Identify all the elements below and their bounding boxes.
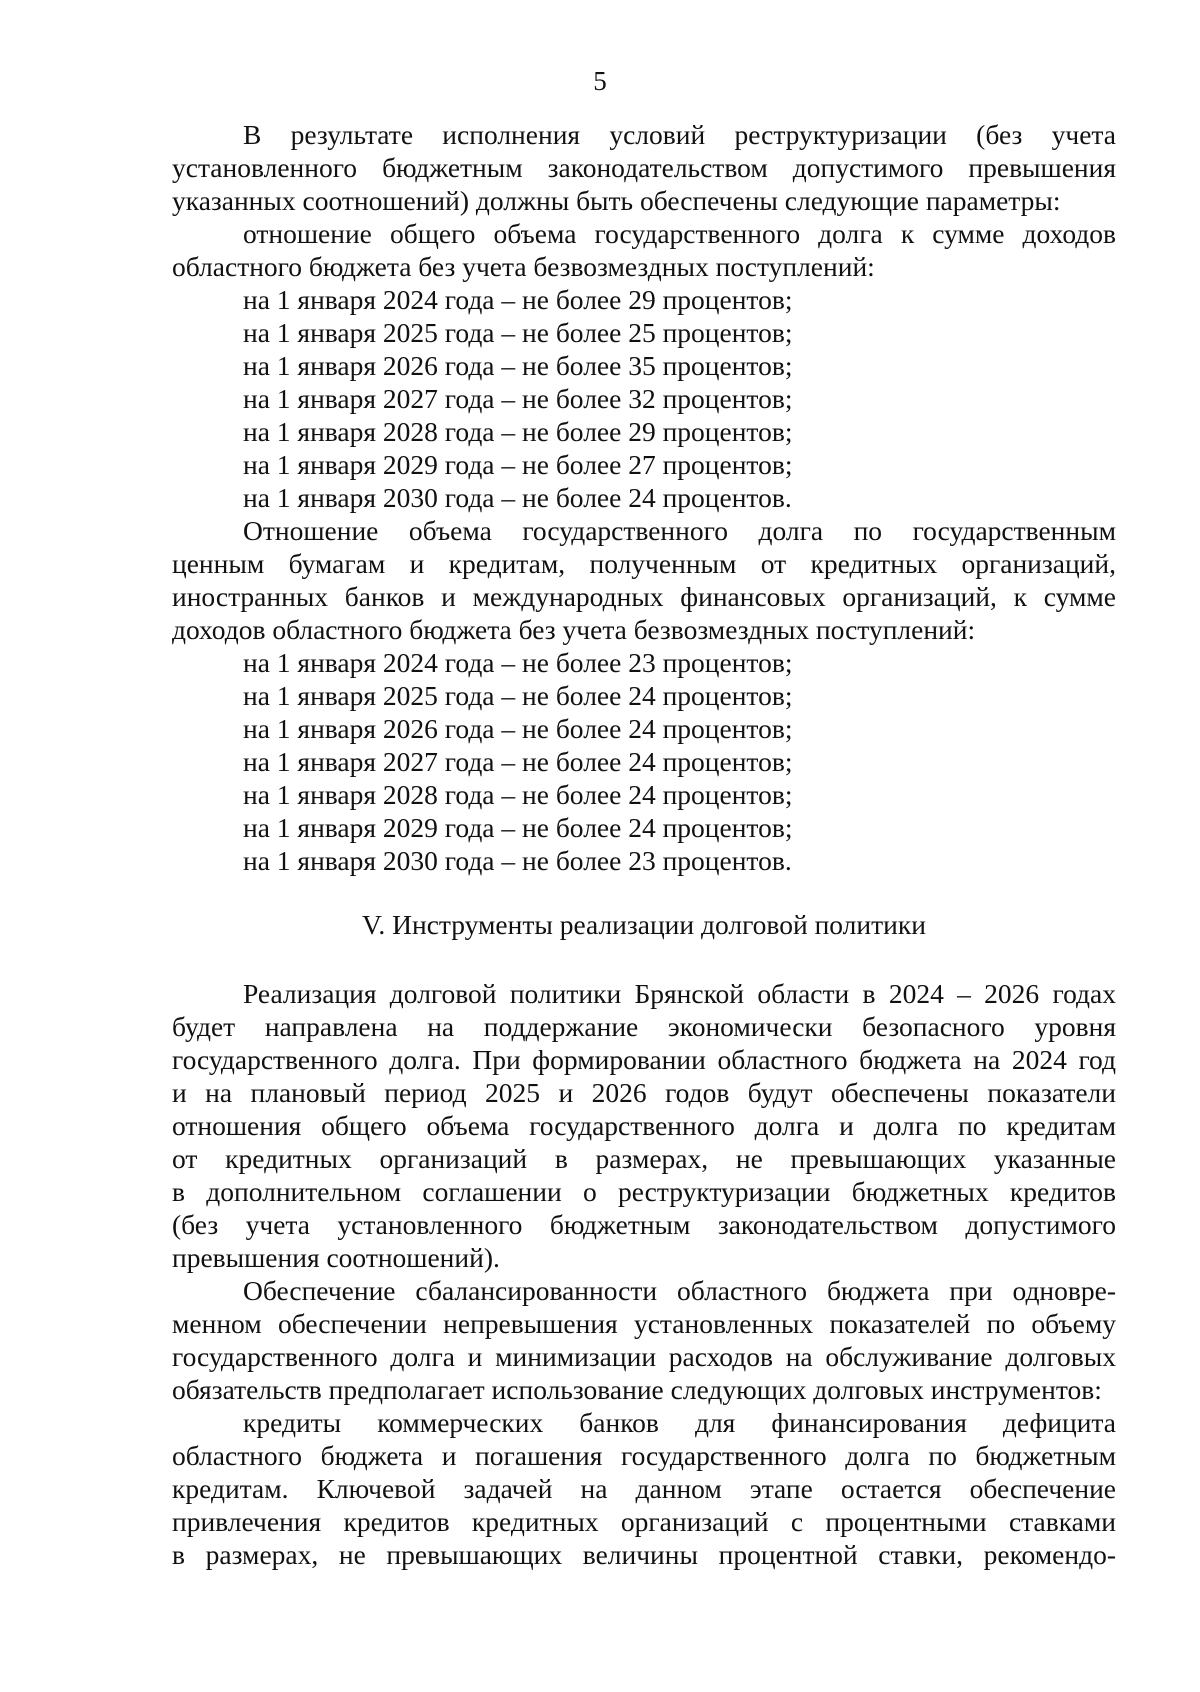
list-item: на 1 января 2027 года – не более 24 процентов; [243,746,793,777]
text-line: привлечения кредитов кредитных организаций с процентными ставками [172,1506,1116,1537]
text-line: областного бюджета без учета безвозмездных поступлений: [172,251,875,282]
text-line: кредиты коммерческих банков для финансирования дефицита [243,1407,1116,1438]
text-line: отношения общего объема государственного долга и долга по кредитам [172,1110,1116,1141]
debt-ratio-list-1 [172,283,1116,514]
list-item: на 1 января 2028 года – не более 29 процентов; [243,416,793,447]
text-line: Обеспечение сбалансированности областного бюджета при одновре- [243,1275,1116,1306]
text-line: (без учета установленного бюджетным законодательством допустимого [172,1209,1116,1240]
section-heading-block [172,908,1116,941]
text-line: государственного долга и минимизации расходов на обслуживание долговых [172,1341,1116,1372]
text-line: отношение общего объема государственного долга к сумме доходов [243,218,1116,249]
list-item: на 1 января 2029 года – не более 24 процентов; [243,812,793,843]
text-line: менном обеспечении непревышения установленных показателей по объему [172,1308,1116,1339]
text-line: от кредитных организаций в размерах, не превышающих указанные [172,1143,1116,1174]
text-line: государственного долга. При формировании областного бюджета на 2024 год [172,1044,1116,1075]
list-item: на 1 января 2027 года – не более 32 процентов; [243,383,793,414]
text-line: ценным бумагам и кредитам, полученным от кредитных организаций, [172,548,1116,579]
text-line: установленного бюджетным законодательством допустимого превышения [172,152,1116,183]
list-item: на 1 января 2025 года – не более 24 процентов; [243,680,793,711]
text-line: превышения соотношений). [172,1242,500,1273]
text-line: и на плановый период 2025 и 2026 годов будут обеспечены показатели [172,1077,1116,1108]
text-line: будет направлена на поддержание экономически безопасного уровня [172,1011,1116,1042]
list-item: на 1 января 2030 года – не более 24 процентов. [243,482,792,513]
section-paragraph-3 [172,1406,1116,1571]
list-item: на 1 января 2026 года – не более 35 процентов; [243,350,793,381]
text-line: в размерах, не превышающих величины процентной ставки, рекомендо- [172,1539,1116,1570]
text-line: указанных соотношений) должны быть обеспечены следующие параметры: [172,185,1061,216]
text-line: доходов областного бюджета без учета безвозмездных поступлений: [172,614,976,645]
page-number: 5 [593,66,607,96]
section-paragraph-2 [172,1274,1116,1406]
list-item: на 1 января 2029 года – не более 27 процентов; [243,449,793,480]
text-line: иностранных банков и международных финансовых организаций, к сумме [172,581,1116,612]
text-line: в дополнительном соглашении о реструктуризации бюджетных кредитов [172,1176,1116,1207]
list-item: на 1 января 2028 года – не более 24 процентов; [243,779,793,810]
section-heading: V. Инструменты реализации долговой политики [362,909,926,940]
text-line: областного бюджета и погашения государственного долга по бюджетным [172,1440,1116,1471]
section-paragraph-1 [172,977,1116,1274]
ratio-2-paragraph [172,514,1116,646]
text-line: кредитам. Ключевой задачей на данном этапе остается обеспечение [172,1473,1116,1504]
list-item: на 1 января 2025 года – не более 25 процентов; [243,317,793,348]
intro-paragraph [172,118,1116,283]
list-item: на 1 января 2024 года – не более 23 процентов; [243,647,793,678]
debt-ratio-list-2 [172,646,1116,877]
list-item: на 1 января 2024 года – не более 29 процентов; [243,284,793,315]
list-item: на 1 января 2026 года – не более 24 процентов; [243,713,793,744]
text-line: В результате исполнения условий реструктуризации (без учета [243,119,1116,150]
text-line: Реализация долговой политики Брянской области в 2024 – 2026 годах [243,978,1116,1009]
text-line: Отношение объема государственного долга по государственным [243,515,1116,546]
list-item: на 1 января 2030 года – не более 23 процентов. [243,845,792,876]
text-line: обязательств предполагает использование следующих долговых инструментов: [172,1374,1102,1405]
